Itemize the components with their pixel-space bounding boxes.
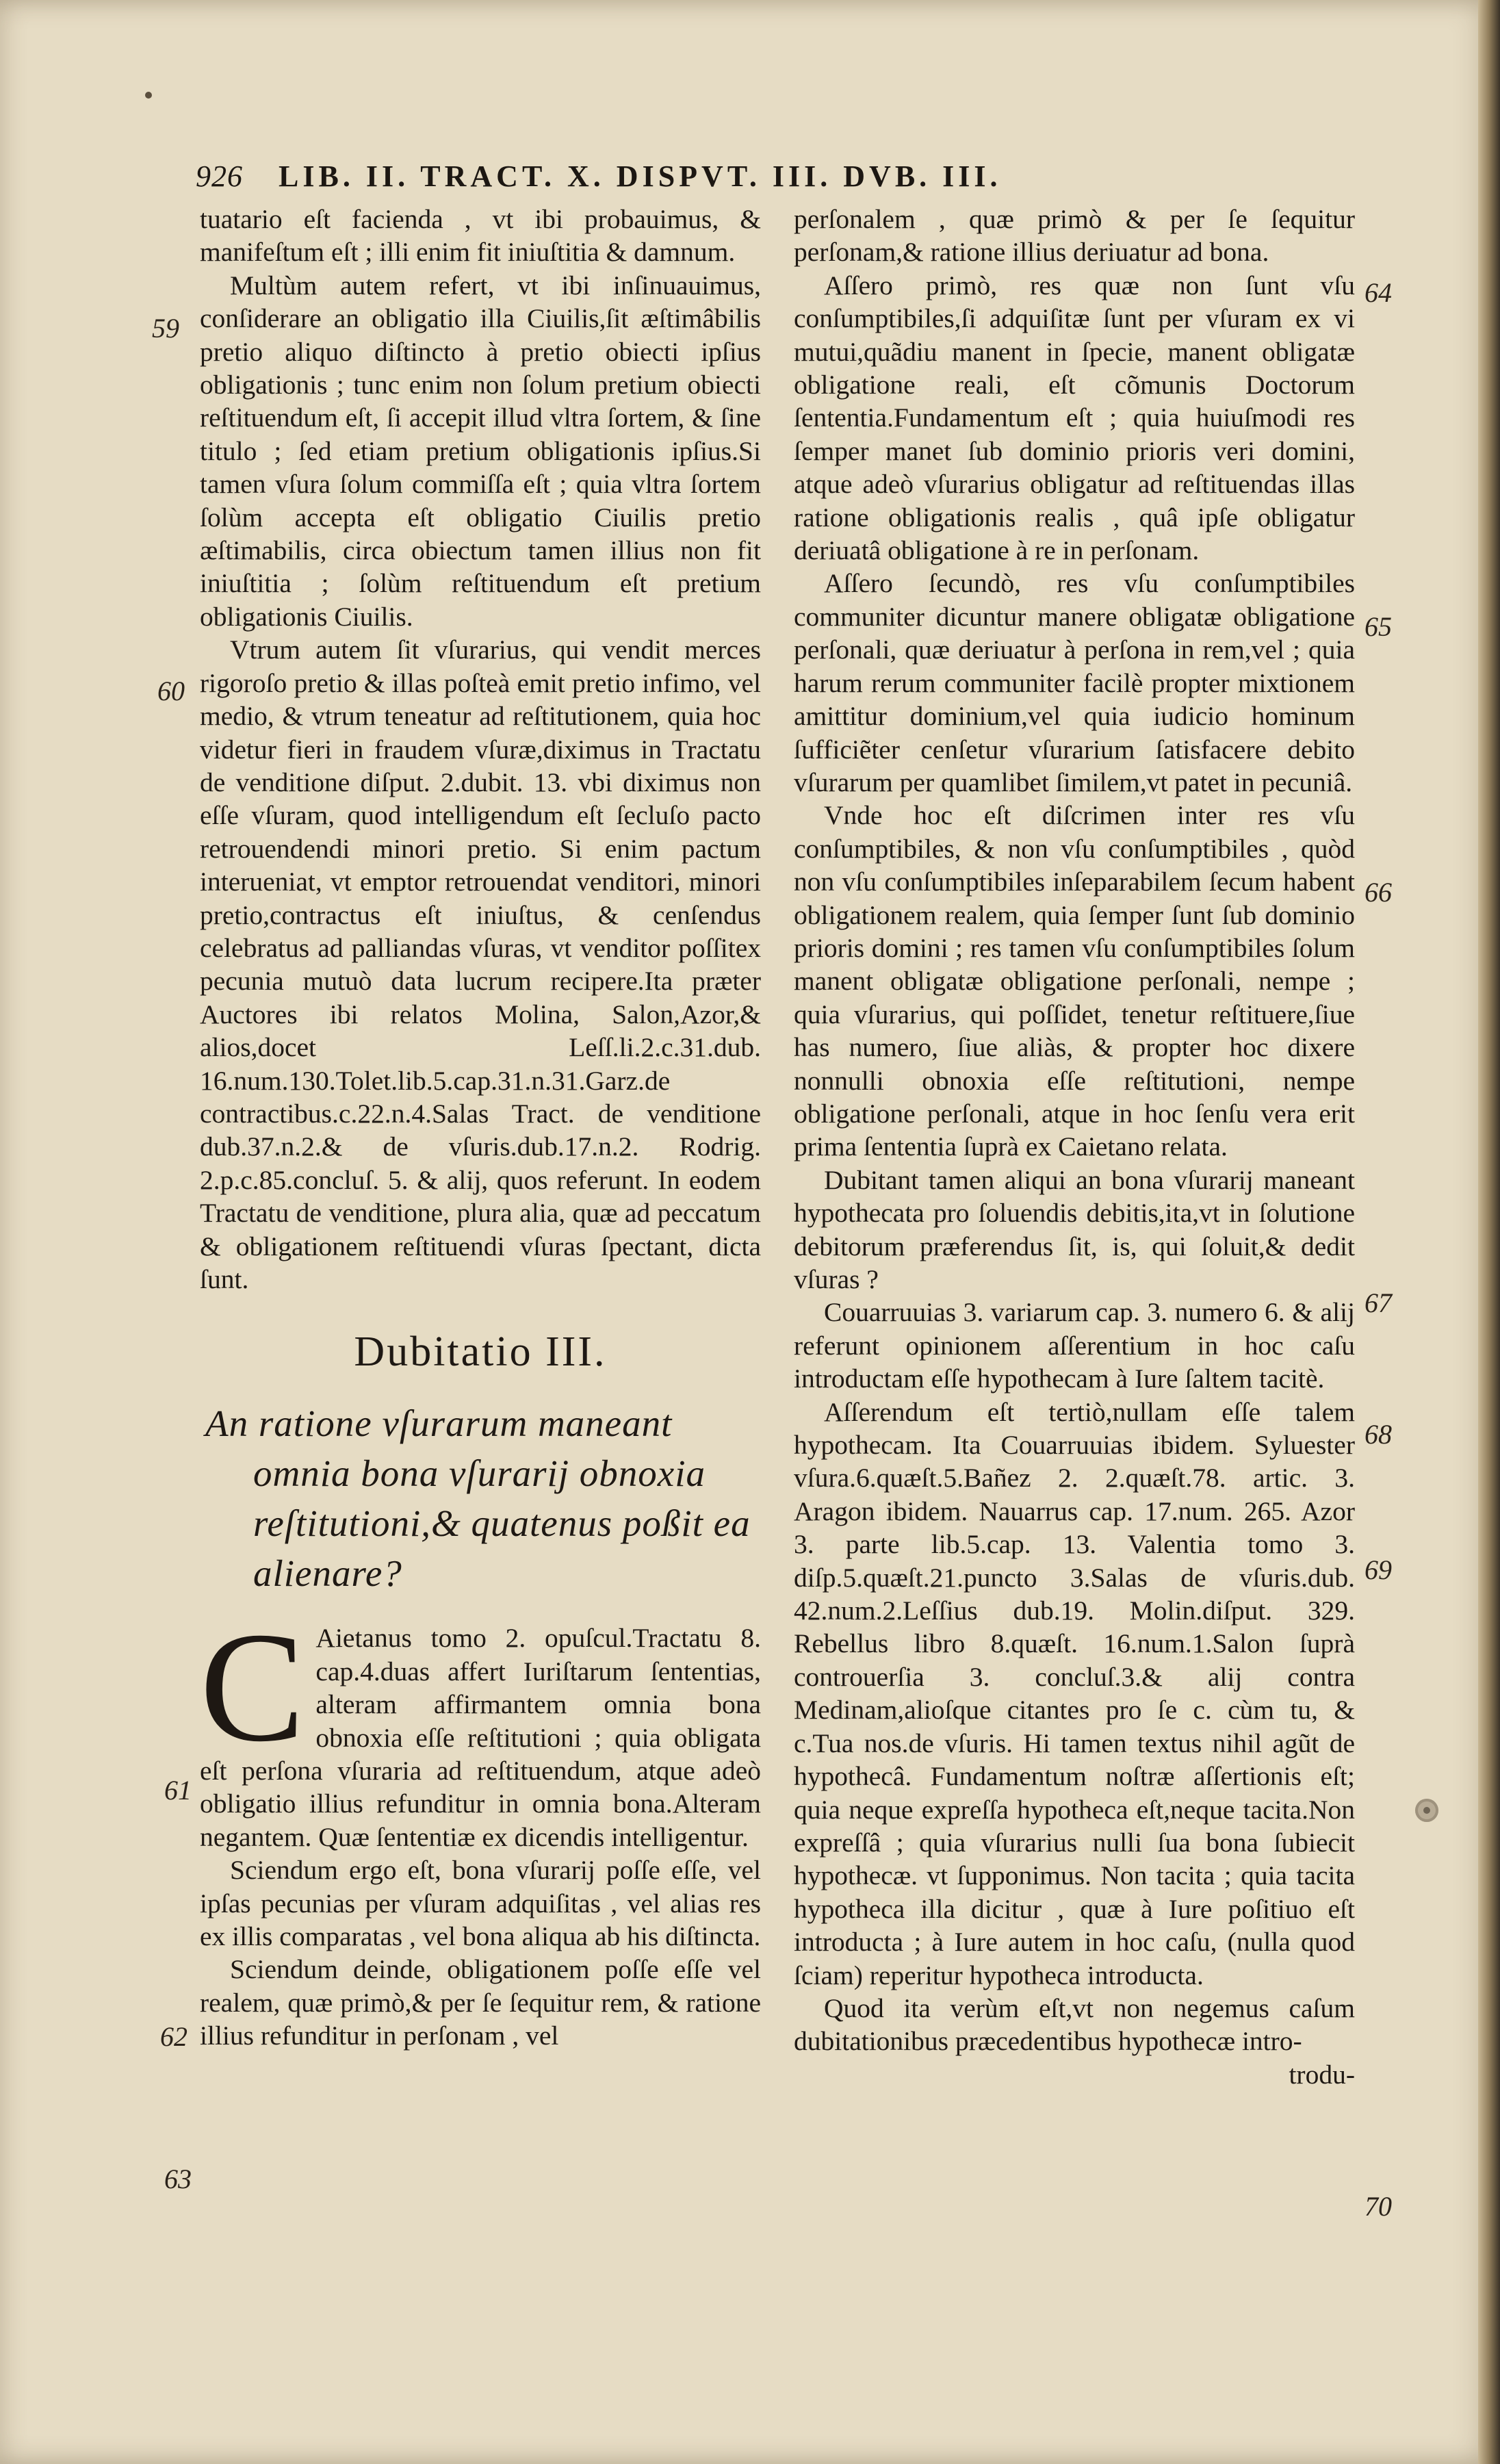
margin-number: 70	[1365, 2191, 1392, 2222]
paragraph: Aſſero ſecundò, res vſu conſumptibiles communiter dicuntur manere obligatæ obligatione perſonali, quæ deriuatur à perſona in rem,vel ; quia harum rerum communiter facilè propter mixtionem amittitur dominium,vel quia iudicio hominum ſufficiẽter cenſetur vſurarium ſatisfacere debito vſurarum per quamlibet ſimilem,vt patet in pecuniâ.	[794, 568, 1355, 797]
page-number: 926	[196, 159, 243, 193]
running-header	[196, 159, 1366, 194]
paragraph: Couarruuias 3. variarum cap. 3. numero 6. & alij referunt opinionem aſſerentium in hoc caſu introductam eſſe hypothecam à Iure ſaltem tacitè.	[794, 1297, 1355, 1394]
dubitatio-title: An ratione vſurarum maneant omnia bona vſurarij obnoxia reſtitutioni,& quatenus poßit ea alienare?	[205, 1402, 751, 1595]
paragraph: Multùm autem refert, vt ibi inſinuauimus, conſiderare an obligatio illa Ciuilis,ſit æſtimâbilis pretio aliquo diſtincto à pretio obiecti ipſius obligationis ; tunc enim non ſolum pretium obiecti reſtituendum eſt, ſi accepit illud vltra ſortem, & ſine titulo ; ſed etiam pretium obligationis ipſius.Si tamen vſura ſolum commiſſa eſt ; quia vltra ſortem ſolùm accepta eſt obligatio Ciuilis pretio æſtimabilis, circa obiectum tamen illius non fit iniuſtitia ; ſolùm reſtituendum eſt pretium obligationis Ciuilis.	[200, 270, 761, 632]
paragraph: Quod ita verùm eſt,vt non negemus caſum dubitationibus præcedentibus hypothecæ intro-	[794, 1992, 1355, 2057]
paragraph: Vtrum autem ſit vſurarius, qui vendit merces rigoroſo pretio & illas poſteà emit pretio infimo, vel medio, & vtrum teneatur ad reſtitutionem, quia hoc videtur fieri in fraudem vſuræ,diximus in Tractatu de venditione diſput. 2.dubit. 13. vbi diximus non eſſe vſuram, quod intelligendum eſt ſecluſo pacto retrouendendi minori pretio. Si enim pactum interueniat, vt emptor retrouendat venditori, minori pretio,contractus eſt iniuſtus, & cenſendus celebratus ad palliandas vſuras, vt venditor poſſitex pecunia mutuò data lucrum recipere.Ita præter Auctores ibi relatos Molina, Salon,Azor,& alios,docet Leſſ.li.2.c.31.dub. 16.num.130.Tolet.lib.5.cap.31.n.31.Garz.de contractibus.c.22.n.4.Salas Tract. de venditione dub.37.n.2.& de vſuris.dub.17.n.2. Rodrig. 2.p.c.85.concluſ. 5. & alij, quos referunt. In eodem Tractatu de venditione, plura alia, quæ ad peccatum & obligationem reſtituendi vſuras ſpectant, dicta ſunt.	[200, 634, 761, 1294]
margin-number: 61	[164, 1775, 192, 1806]
paragraph: Sciendum ergo eſt, bona vſurarij poſſe eſſe, vel ipſas pecunias per vſuram adquiſitas , vel alias res ex illis comparatas , vel bona aliqua ab his diſtincta.	[200, 1855, 761, 1952]
paragraph: tuatario eſt facienda , vt ibi probauimus, & manifeſtum eſt ; illi enim fit iniuſtitia & damnum.	[200, 204, 761, 268]
margin-number: 66	[1365, 877, 1392, 908]
right-column	[794, 203, 1355, 2091]
running-head: LIB. II. TRACT. X. DISPVT. III. DVB. III.	[279, 159, 1002, 193]
paragraph: Dubitant tamen aliqui an bona vſurarij maneant hypothecata pro ſoluendis debitis,ita,vt in ſolutione debitorum præferendus ſit, is, qui ſoluit,& dedit vſuras ?	[794, 1164, 1355, 1294]
paragraph: perſonalem , quæ primò & per ſe ſequitur perſonam,& ratione illius deriuatur ad bona.	[794, 204, 1355, 268]
ink-spot	[145, 92, 152, 99]
margin-number: 59	[152, 313, 179, 344]
margin-number: 67	[1365, 1287, 1392, 1318]
catchword: trodu-	[1289, 2059, 1355, 2090]
page-edge	[1478, 0, 1500, 2464]
margin-number: 64	[1365, 277, 1392, 308]
paragraph: Aſſerendum eſt tertiò,nullam eſſe talem hypothecam. Ita Couarruuias ibidem. Syluester vſura.6.quæſt.5.Bañez 2. 2.quæſt.78. artic. 3. Aragon ibidem. Nauarrus cap. 17.num. 265. Azor 3. parte lib.5.cap. 13. Valentia tomo 3. diſp.5.quæſt.21.puncto 3.Salas de vſuris.dub. 42.num.2.Leſſius dub.19. Molin.diſput. 329. Rebellus libro 8.quæſt. 16.num.1.Salon ſuprà controuerſia 3. concluſ.3.& alij contra Medinam,alioſque citantes pro ſe c. cùm tu, & c.Tua nos.de vſuris. Hi tamen textus nihil agũt de hypothecâ. Fundamentum noſtræ aſſertionis eſt; quia neque expreſſa hypotheca eſt,neque tacita.Non expreſſâ ; quia vſurarius nulli ſua bona ſubiecit hypothecæ. vt ſupponimus. Non tacita ; quia tacita hypotheca illa dicitur , quæ à Iure poſitiuo eſt introducta ; à Iure autem in hoc caſu, (nulla quod ſciam) reperitur hypotheca introducta.	[794, 1396, 1355, 1990]
margin-number: 63	[164, 2164, 192, 2194]
paragraph: Aietanus tomo 2. opuſcul.Tractatu 8. cap.4.duas affert Iuriſtarum ſententias, alteram affirmantem omnia bona obnoxia eſſe reſtitutioni ; quia obligata eſt perſona vſuraria ad reſtituendum, atque adeò obligatio illius refunditur in omnia bona.Alteram negantem. Quæ ſententiæ ex dicendis intelligentur.	[200, 1623, 761, 1852]
binding-hole	[1415, 1799, 1438, 1822]
paragraph: Vnde hoc eſt diſcrimen inter res vſu conſumptibiles, & non vſu conſumptibiles , quòd non vſu conſumptibiles inſeparabilem ſecum habent obligationem realem, quia ſemper ſunt ſub dominio prioris domini ; res tamen vſu conſumptibiles ſolum manent obligatæ obligatione perſonali, nempe ; quia vſurarius, qui poſſidet, tenetur reſtituere,ſiue has numero, ſiue aliàs, & propter hoc dixere nonnulli obnoxia eſſe reſtitutioni, nempe obligatione perſonali, atque in hoc ſenſu vera erit prima ſententia ſuprà ex Caietano relata.	[794, 800, 1355, 1162]
margin-number: 62	[160, 2021, 188, 2052]
margin-number: 69	[1365, 1554, 1392, 1585]
margin-number: 65	[1365, 611, 1392, 642]
margin-number: 68	[1365, 1419, 1392, 1450]
margin-number: 60	[157, 676, 185, 706]
paragraph: Aſſero primò, res quæ non ſunt vſu conſumptibiles,ſi adquiſitæ ſunt per vſuram ex vi mutui,quãdiu manent in ſpecie, manent obligatæ obligatione reali, eſt cõmunis Doctorum ſententia.Fundamentum eſt ; quia huiuſmodi res ſemper manet ſub dominio prioris veri domini, atque adeò vſurarius obligatur ad reſtituendas illas ratione obligationis realis , quâ ipſe obligatur deriuatâ obligatione à re in perſonam.	[794, 270, 1355, 566]
paragraph: Sciendum deinde, obligationem poſſe eſſe vel realem, quæ primò,& per ſe ſequitur rem, & ratione illius refunditur in perſonam , vel	[200, 1954, 761, 2051]
dubitatio-heading: Dubitatio III.	[354, 1329, 607, 1376]
drop-cap: C	[200, 1600, 305, 1775]
opening-paragraph	[200, 1600, 761, 1853]
left-column	[200, 203, 761, 2053]
